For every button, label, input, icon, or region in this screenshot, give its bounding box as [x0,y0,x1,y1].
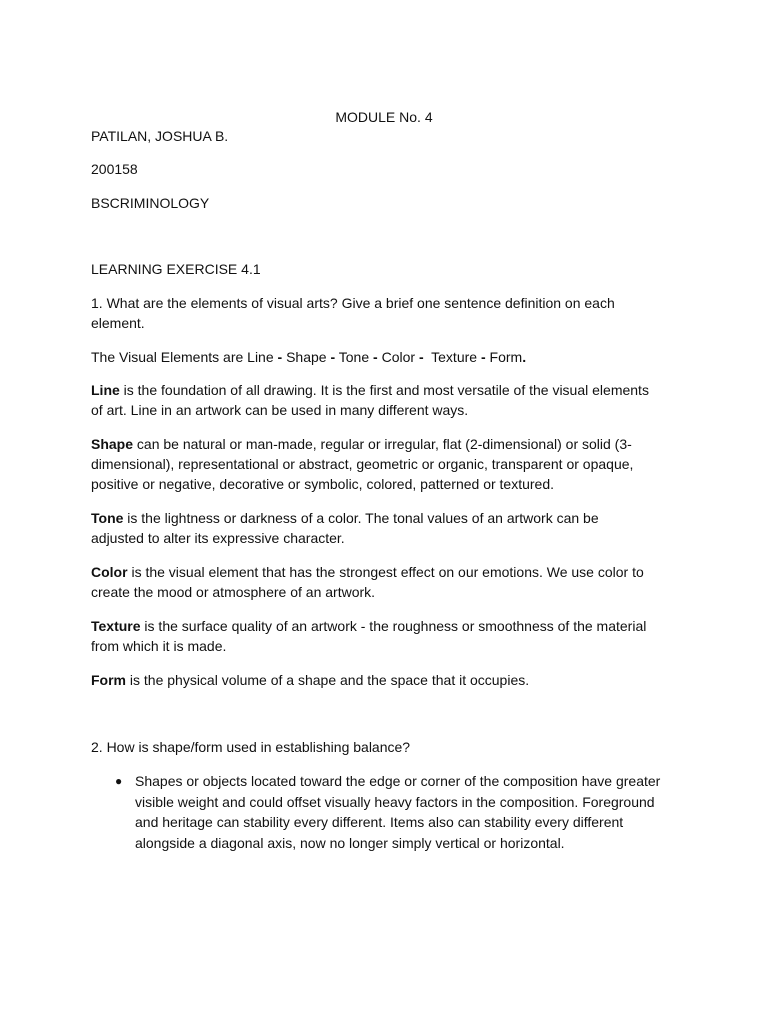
question-1: 1. What are the elements of visual arts? Give a brief one sentence definition on each element. [91,295,615,331]
bullet-icon: ● [115,774,123,788]
element-line: Line [247,349,274,365]
definition-line [91,380,651,420]
definition-text: is the foundation of all drawing. It is the first and most versatile of the visual elements of art. Line in an artwork can be used in many different ways. [91,382,649,418]
question-2: 2. How is shape/form used in establishing balance? [91,739,411,755]
answer-text: Shapes or objects located toward the edge or corner of the composition have greater visible weight and could offset visually heavy factors in the composition. Foreground and heritage can stability every different. Items also can stability every different alongside a diagonal axis, now no longer simply vertical or horizontal. [135,773,661,851]
element-shape: Shape [286,349,327,365]
definition-term: Form [91,672,126,688]
element-texture: Texture [431,349,478,365]
definition-text: can be natural or man-made, regular or irregular, flat (2-dimensional) or solid (3-dimensional), representational or abstract, geometric or organic, transparent or opaque, positive or negative, decorative or symbolic, colored, patterned or textured. [91,436,634,492]
definition-tone [91,508,651,548]
definition-texture [91,616,651,656]
element-form: Form [489,349,523,365]
definition-term: Texture [91,618,141,634]
definition-term: Color [91,564,128,580]
definition-text: is the lightness or darkness of a color. The tonal values of an artwork can be adjusted to alter its expressive character. [91,510,599,546]
student-name: PATILAN, JOSHUA B. [91,128,229,144]
definition-text: is the physical volume of a shape and the space that it occupies. [126,672,530,688]
definition-term: Tone [91,510,124,526]
module-title: MODULE No. 4 [335,109,433,125]
student-program: BSCRIMINOLOGY [91,195,210,211]
answer-list [111,771,671,853]
elements-intro: The Visual Elements are [91,349,244,365]
definition-term: Line [91,382,120,398]
element-color: Color [381,349,416,365]
definition-form [91,670,651,690]
student-id: 200158 [91,161,138,177]
element-tone: Tone [338,349,370,365]
definition-text: is the visual element that has the strongest effect on our emotions. We use color to create the mood or atmosphere of an artwork. [91,564,644,600]
definition-text: is the surface quality of an artwork - the roughness or smoothness of the material from which it is made. [91,618,647,654]
definition-shape [91,434,681,494]
list-item [111,771,671,853]
elements-list: The Visual Elements are Line - Shape - Tone - Color - Texture - Form. [91,349,527,365]
exercise-title: LEARNING EXERCISE 4.1 [91,261,261,277]
definition-term: Shape [91,436,134,452]
definition-color [91,562,676,602]
